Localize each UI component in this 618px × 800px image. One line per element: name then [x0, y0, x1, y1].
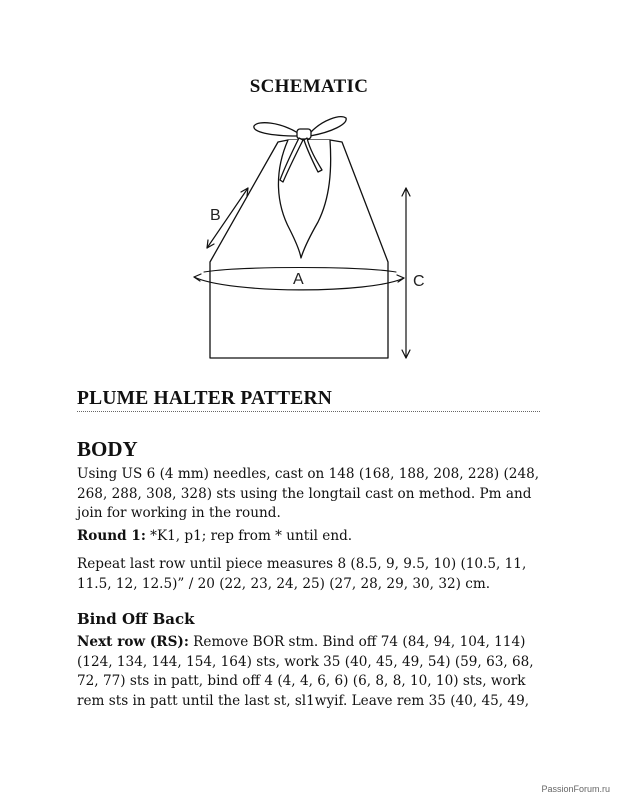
watermark: PassionForum.ru [541, 784, 610, 794]
body-paragraph-repeat: Repeat last row until piece measures 8 (8.5, 9, 9.5, 10) (10.5, 11, 11.5, 12, 12.5)” / 20 (22, 23, 24, 25) (27, 28, 29, 30, 32) cm. [77, 556, 527, 592]
next-row-label: Next row (RS): [77, 634, 189, 650]
body-paragraph-cast-on: Using US 6 (4 mm) needles, cast on 148 (168, 188, 208, 228) (248, 268, 288, 308, 328) sts using the longtail cast on method. Pm and join for working in the round. [77, 466, 540, 521]
next-row-text: Remove BOR stm. Bind off 74 (84, 94, 104, 114) (124, 134, 144, 154, 164) sts, work 35 (40, 45, 49, 54) (59, 63, 68, 72, 77) sts in patt, bind off 4 (4, 4, 6, 6) (6, 8, 8, 10, 10) sts, work rem sts in patt until the last st, sl1wyif. Leave rem 35 (40, 45, 49, [77, 634, 534, 709]
bow-loop-left [254, 123, 298, 136]
halter-schematic [170, 100, 450, 370]
label-b: B [210, 207, 221, 224]
pattern-title: PLUME HALTER PATTERN [77, 388, 333, 409]
arrow-b-bottom [207, 240, 214, 248]
round-1-label: Round 1: [77, 528, 146, 544]
schematic-title: SCHEMATIC [249, 76, 369, 97]
arrow-b-top [241, 188, 248, 196]
section-divider [77, 411, 540, 412]
body-paragraph-round-1 [77, 527, 540, 547]
bow-loop-right [310, 117, 346, 136]
body-heading: BODY [77, 437, 138, 461]
label-a: A [293, 271, 304, 288]
bind-off-back-heading: Bind Off Back [77, 610, 195, 628]
round-1-text: *K1, p1; rep from * until end. [145, 528, 353, 544]
bind-off-paragraph [77, 633, 540, 711]
label-c: C [413, 273, 425, 290]
